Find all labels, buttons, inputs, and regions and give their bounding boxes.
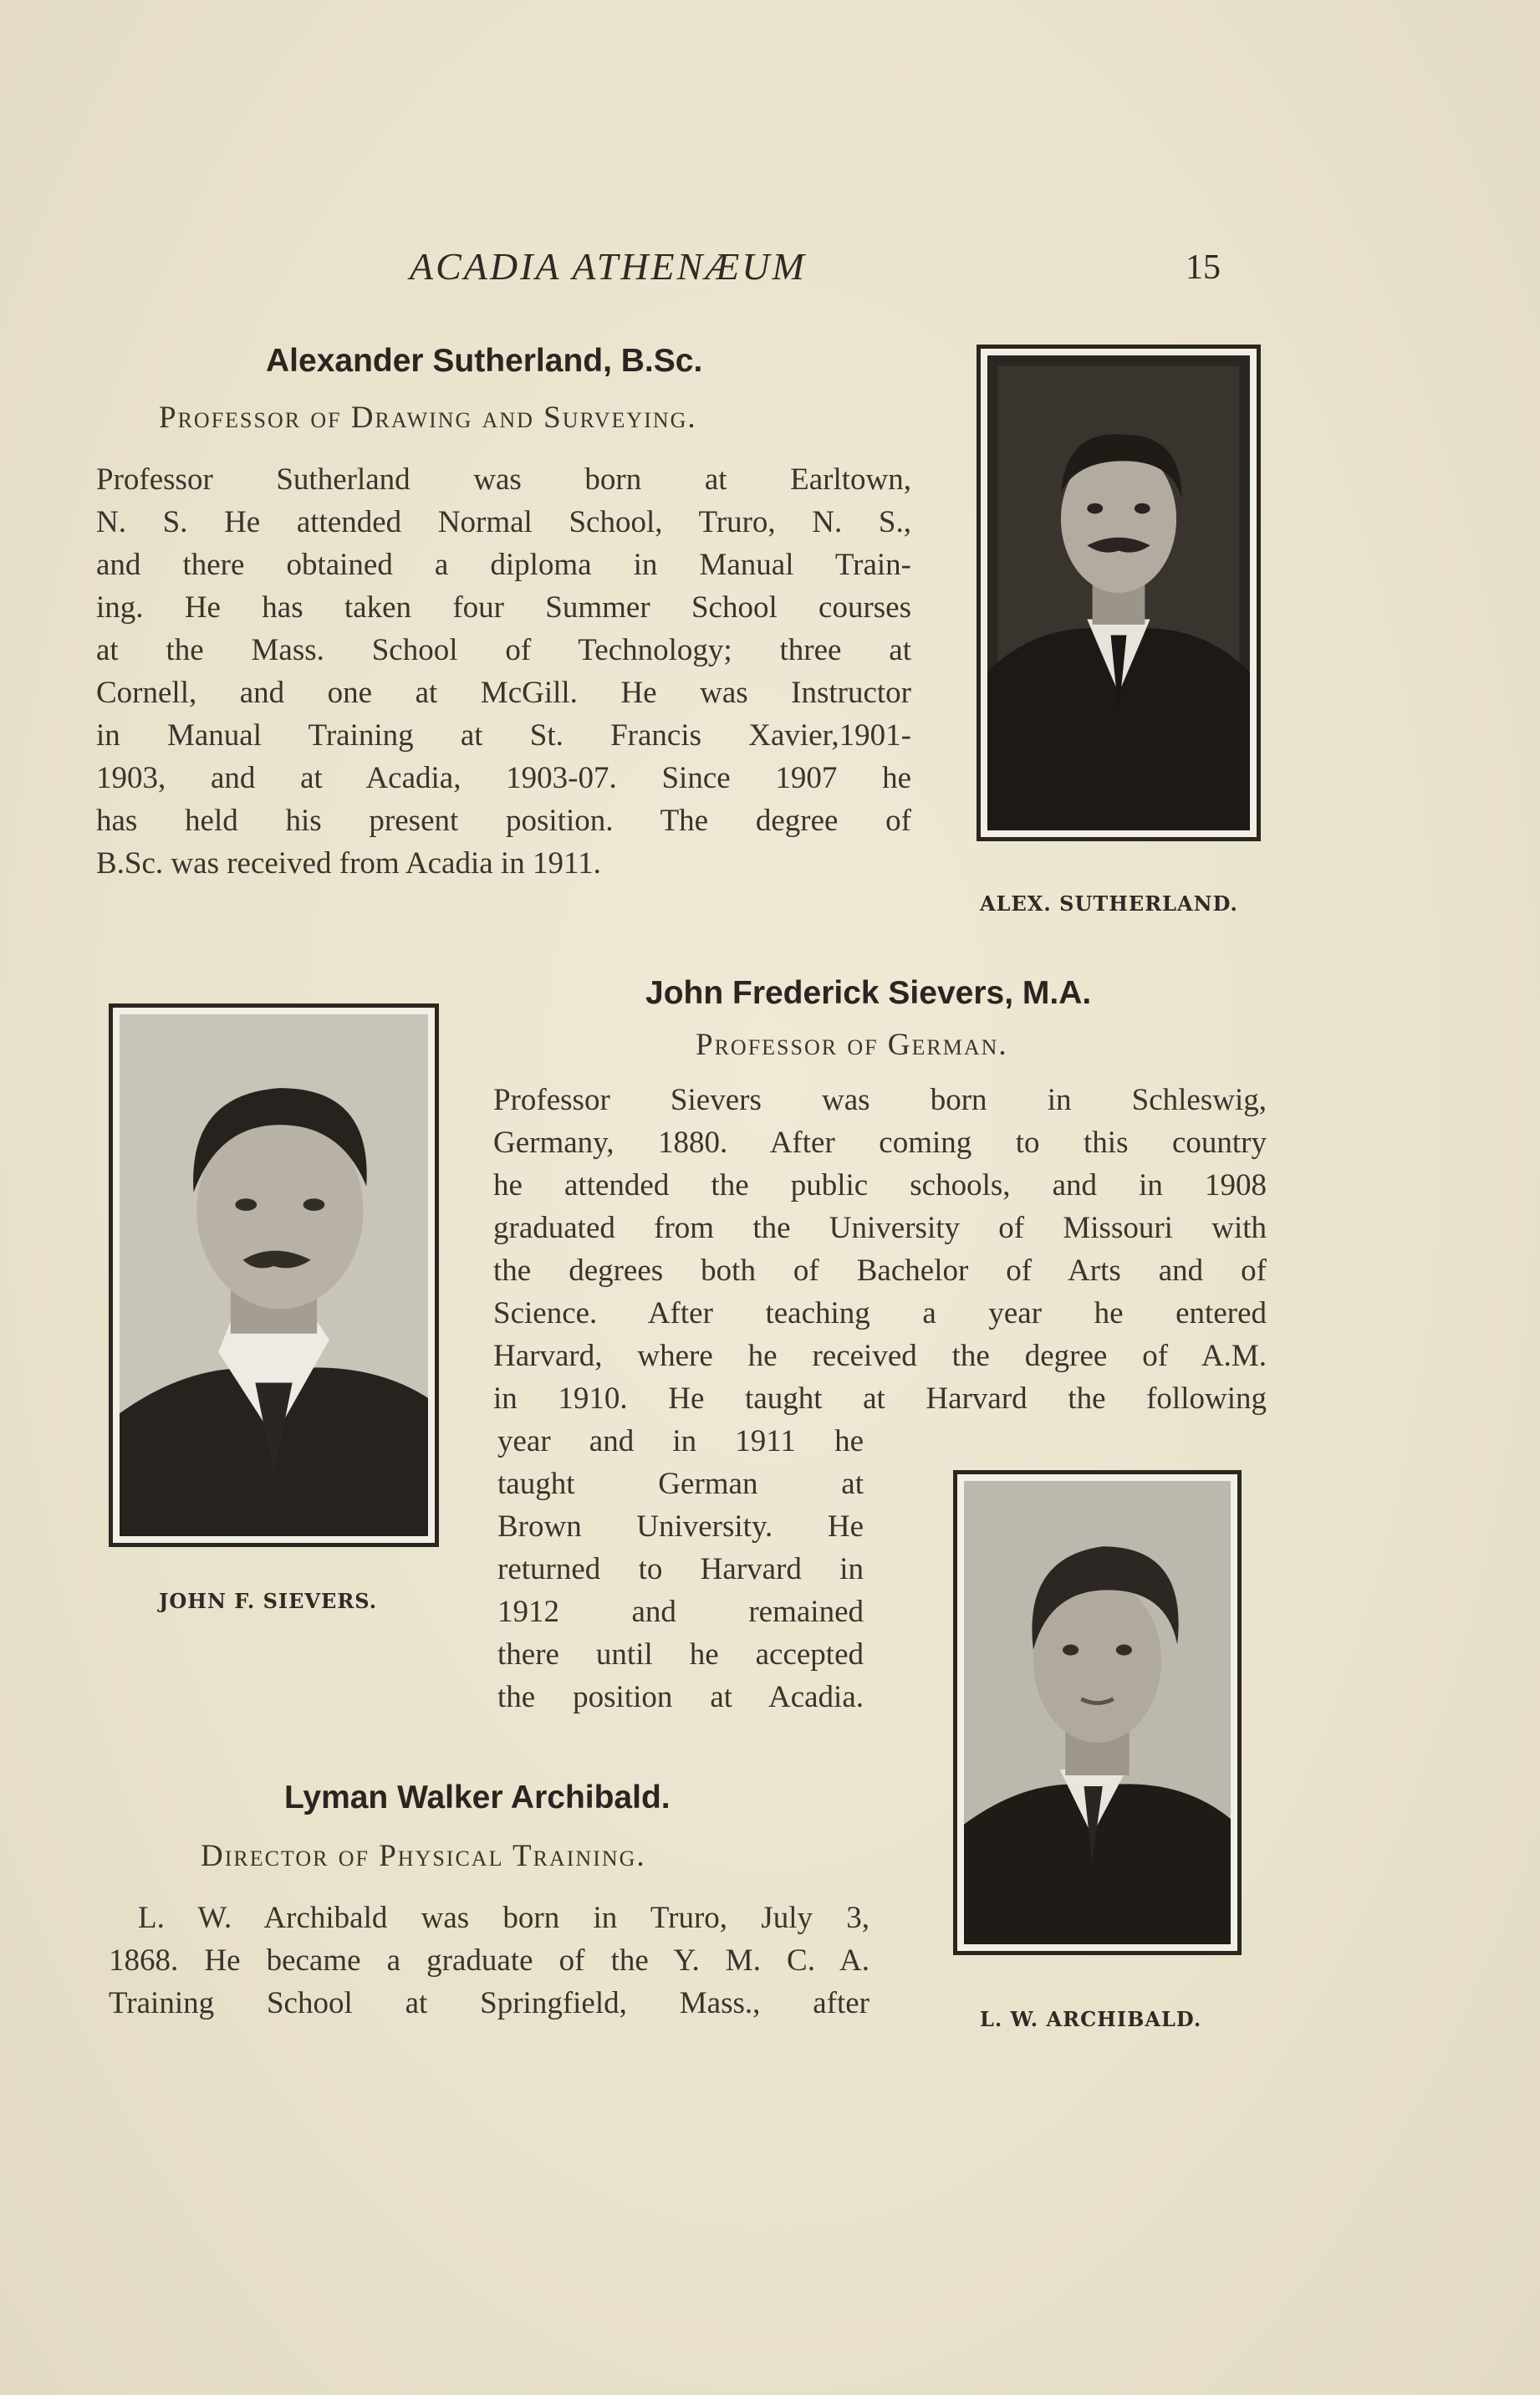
text-line: in 1910. He taught at Harvard the following [493, 1381, 1267, 1416]
portrait-photo-sievers [109, 1003, 439, 1547]
text-line: the position at Acadia. [497, 1680, 864, 1714]
text-line: graduated from the University of Missouri with [493, 1211, 1267, 1245]
text-line: in Manual Training at St. Francis Xavier,1901- [96, 718, 911, 753]
text-line: and there obtained a diploma in Manual Train- [96, 548, 911, 582]
section-body-sievers [493, 1079, 1267, 1420]
text-line: has held his present position. The degree of [96, 804, 911, 838]
text-line: Professor Sievers was born in Schleswig, [493, 1083, 1267, 1117]
section-body-sievers-narrow [497, 1420, 864, 1718]
text-line: Harvard, where he received the degree of A.M. [493, 1339, 1267, 1373]
text-line: Training School at Springfield, Mass., after [109, 1986, 869, 2020]
portrait-photo-sutherland [977, 345, 1261, 841]
section-role-archibald: Director of Physical Training. [201, 1839, 646, 1873]
text-line: he attended the public schools, and in 1908 [493, 1168, 1267, 1203]
photo-caption-archibald: L. W. ARCHIBALD. [980, 2007, 1202, 2031]
text-line: Professor Sutherland was born at Earltown, [96, 462, 911, 497]
text-line: B.Sc. was received from Acadia in 1911. [96, 846, 601, 881]
section-body-sutherland [96, 458, 911, 885]
text-line: N. S. He attended Normal School, Truro, N. S., [96, 505, 911, 539]
portrait-photo-archibald [953, 1470, 1242, 1955]
text-line: Brown University. He [497, 1509, 864, 1544]
text-line: 1868. He became a graduate of the Y. M. C. A. [109, 1943, 869, 1978]
text-line: ing. He has taken four Summer School courses [96, 590, 911, 625]
text-line: Germany, 1880. After coming to this country [493, 1126, 1267, 1160]
running-title: ACADIA ATHENÆUM [410, 245, 807, 288]
section-name-sievers: John Frederick Sievers, M.A. [645, 975, 1092, 1011]
section-role-sievers: Professor of German. [696, 1028, 1008, 1062]
text-line: 1912 and remained [497, 1595, 864, 1629]
text-line: at the Mass. School of Technology; three at [96, 633, 911, 667]
text-line: the degrees both of Bachelor of Arts and of [493, 1254, 1267, 1288]
text-line: returned to Harvard in [497, 1552, 864, 1586]
text-line: year and in 1911 he [497, 1424, 864, 1458]
text-line: Cornell, and one at McGill. He was Instructor [96, 676, 911, 710]
section-role-sutherland: Professor of Drawing and Surveying. [159, 401, 697, 435]
portrait-image [964, 1481, 1231, 1944]
text-line: L. W. Archibald was born in Truro, July 3, [138, 1901, 869, 1935]
portrait-image [120, 1014, 428, 1536]
text-line: 1903, and at Acadia, 1903-07. Since 1907 he [96, 761, 911, 795]
section-name-sutherland: Alexander Sutherland, B.Sc. [266, 343, 703, 379]
section-body-archibald [109, 1897, 869, 2025]
text-line: there until he accepted [497, 1637, 864, 1672]
photo-caption-sutherland: ALEX. SUTHERLAND. [980, 891, 1238, 916]
portrait-image [987, 355, 1250, 830]
page-number: 15 [1186, 248, 1221, 287]
photo-caption-sievers: JOHN F. SIEVERS. [159, 1589, 378, 1613]
section-name-archibald: Lyman Walker Archibald. [284, 1780, 671, 1815]
text-line: Science. After teaching a year he entered [493, 1296, 1267, 1330]
text-line: taught German at [497, 1467, 864, 1501]
